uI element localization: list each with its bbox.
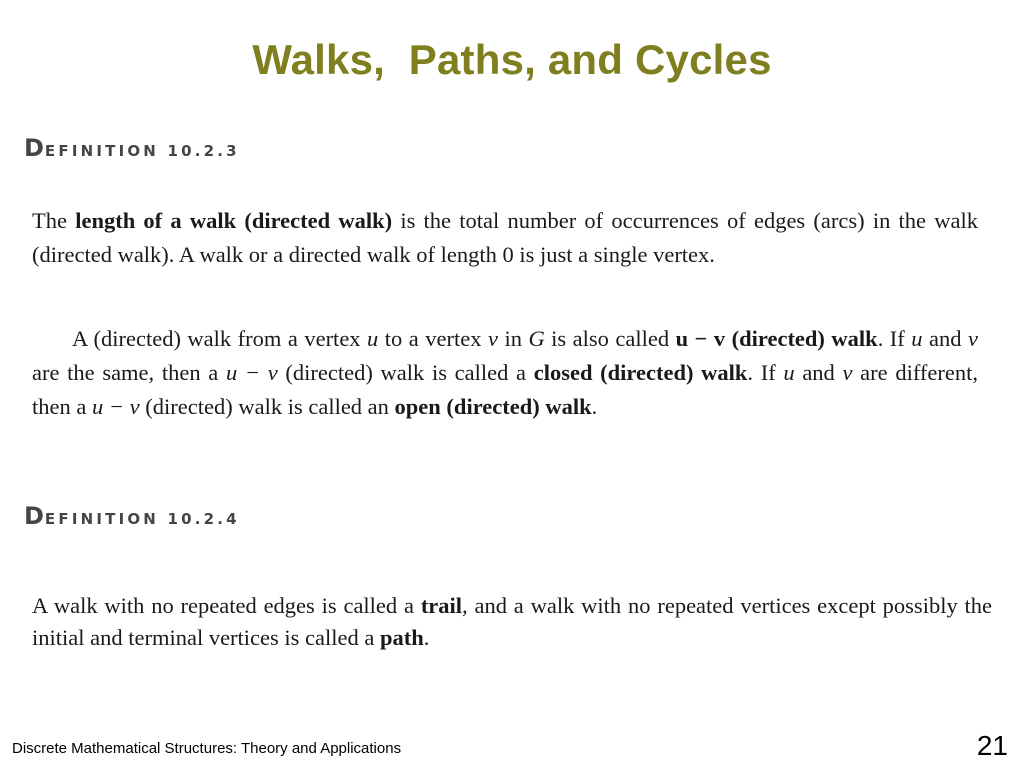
bold-term: length of a walk (directed walk) (75, 208, 393, 233)
footer-text: Discrete Mathematical Structures: Theory and Applications (12, 740, 402, 757)
text-span: A (directed) walk from a vertex (72, 326, 368, 351)
text-span: to a vertex (378, 326, 488, 351)
heading-rest: EFINITION 10.2.4 (44, 510, 240, 528)
bold-term: trail (420, 593, 463, 618)
heading-initial: D (24, 502, 45, 530)
text-span: is also called (544, 326, 676, 351)
math-var: u (783, 360, 795, 385)
text-span: and (922, 326, 968, 351)
text-span: is the total number of occurrences of edges (arcs) in the walk (directed walk). A walk or a directed walk of length 0 is just a single vertex. (32, 208, 978, 267)
bold-term: path (380, 625, 424, 650)
math-var: G (528, 326, 545, 351)
text-span: . If (747, 360, 784, 385)
text-span: and (794, 360, 843, 385)
definition-10-2-3-paragraph-1 (32, 204, 978, 272)
definition-heading-10-2-4 (24, 502, 240, 530)
definition-10-2-4-paragraph (32, 590, 992, 654)
definition-heading-10-2-3 (24, 134, 240, 162)
text-span: A walk with no repeated edges is called a (32, 593, 421, 618)
text-span: are the same, then a (32, 360, 226, 385)
math-var: v (968, 326, 978, 351)
page-number: 21 (976, 730, 1008, 761)
math-var: v (842, 360, 853, 385)
text-span: . (423, 625, 430, 650)
text-span: . If (877, 326, 912, 351)
definition-10-2-3-paragraph-2 (32, 322, 978, 424)
slide-title: Walks, Paths, and Cycles (252, 36, 772, 83)
bold-term: open (directed) walk (394, 394, 592, 419)
text-span: are different, then a (32, 360, 979, 419)
heading-rest: EFINITION 10.2.3 (44, 142, 240, 160)
heading-initial: D (24, 134, 45, 162)
text-span: The (32, 208, 76, 233)
bold-term: closed (directed) walk (533, 360, 748, 385)
math-var: u − v (91, 394, 140, 419)
math-var: v (487, 326, 498, 351)
math-var: u (367, 326, 379, 351)
text-span: . (591, 394, 598, 419)
text-span: (directed) walk is called a (277, 360, 534, 385)
math-var: u − v (225, 360, 278, 385)
text-span: in (497, 326, 529, 351)
bold-term: u − v (directed) walk (675, 326, 878, 351)
math-var: u (911, 326, 923, 351)
text-span: (directed) walk is called an (139, 394, 395, 419)
text-span: , and a walk with no repeated vertices except possibly the initial and terminal vertices is called a (32, 593, 993, 650)
